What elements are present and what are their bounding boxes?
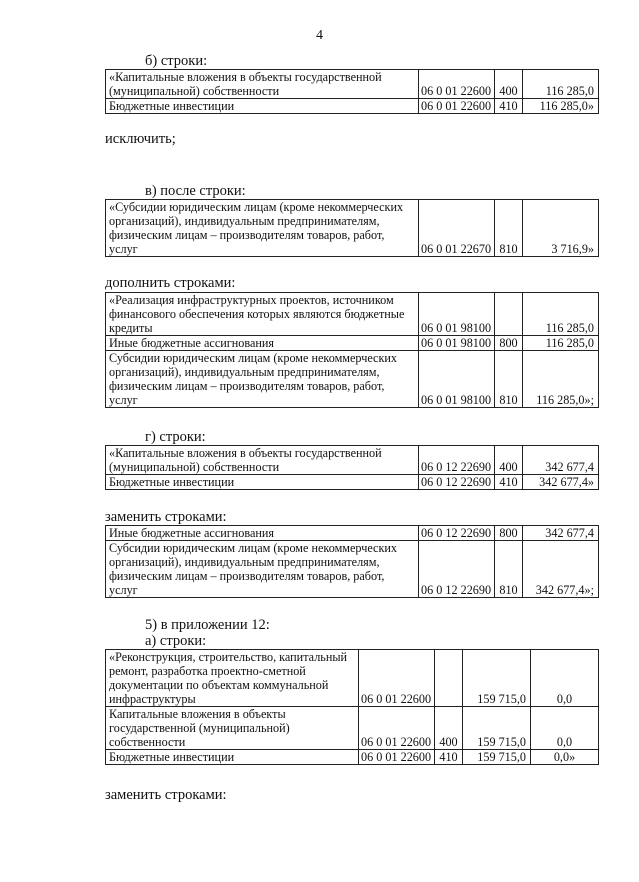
row-code: 06 0 01 22600: [419, 70, 495, 99]
table-row: [106, 446, 599, 475]
table-row: [106, 200, 599, 257]
row-amount-2: 0,0»: [531, 750, 599, 765]
table-row: [106, 750, 599, 765]
row-code: 06 0 12 22690: [419, 475, 495, 490]
row-vr: 810: [495, 541, 523, 598]
row-desc: «Капитальные вложения в объекты государственной (муниципальной) собственности: [106, 70, 419, 99]
page-number: 4: [316, 28, 323, 43]
row-vr: 410: [495, 99, 523, 114]
add-heading: дополнить строками:: [105, 275, 236, 291]
section-a-heading: а) строки:: [145, 633, 207, 649]
row-amount: 342 677,4: [523, 526, 599, 541]
row-amount: 116 285,0»: [523, 99, 599, 114]
row-vr: 800: [495, 336, 523, 351]
row-code: 06 0 01 22600: [419, 99, 495, 114]
table-row: [106, 650, 599, 707]
row-amount: 3 716,9»: [523, 200, 599, 257]
row-code: 06 0 01 22600: [359, 750, 435, 765]
table-row: [106, 336, 599, 351]
table-row: [106, 475, 599, 490]
row-desc: Иные бюджетные ассигнования: [106, 526, 419, 541]
table-row: [106, 70, 599, 99]
replace-heading: заменить строками:: [105, 509, 227, 525]
row-amount: 116 285,0: [523, 70, 599, 99]
section-a-table: [105, 649, 599, 765]
row-amount: 342 677,4»: [523, 475, 599, 490]
row-amount: 116 285,0: [523, 336, 599, 351]
row-vr: 410: [435, 750, 463, 765]
table-row: [106, 293, 599, 336]
section-v-heading: в) после строки:: [145, 183, 246, 199]
row-vr: [435, 650, 463, 707]
row-vr: 400: [435, 707, 463, 750]
row-vr: 800: [495, 526, 523, 541]
row-vr: [495, 293, 523, 336]
row-code: 06 0 01 98100: [419, 336, 495, 351]
table-row: [106, 351, 599, 408]
replace-table: [105, 525, 599, 598]
section-b-heading: б) строки:: [145, 53, 208, 69]
row-amount: 116 285,0»;: [523, 351, 599, 408]
row-vr: 810: [495, 200, 523, 257]
add-table: [105, 292, 599, 408]
row-vr: 810: [495, 351, 523, 408]
row-desc: Субсидии юридическим лицам (кроме некоммерческих организаций), индивидуальным предпринимателям, физическим лицам – производителям товаров, работ, услуг: [106, 541, 419, 598]
exclude-text: исключить;: [105, 131, 176, 147]
row-code: 06 0 01 22600: [359, 707, 435, 750]
table-row: [106, 707, 599, 750]
row-code: 06 0 01 98100: [419, 293, 495, 336]
table-row: [106, 99, 599, 114]
row-desc: Субсидии юридическим лицам (кроме некоммерческих организаций), индивидуальным предпринимателям, физическим лицам – производителям товаров, работ, услуг: [106, 351, 419, 408]
section-g-table: [105, 445, 599, 490]
row-code: 06 0 12 22690: [419, 446, 495, 475]
section-b-table: [105, 69, 599, 114]
row-code: 06 0 01 22600: [359, 650, 435, 707]
section-v-table: [105, 199, 599, 257]
row-code: 06 0 01 22670: [419, 200, 495, 257]
row-amount: 116 285,0: [523, 293, 599, 336]
table-row: [106, 541, 599, 598]
row-amount-1: 159 715,0: [463, 750, 531, 765]
final-action-text: заменить строками:: [105, 787, 227, 803]
row-desc: Иные бюджетные ассигнования: [106, 336, 419, 351]
row-desc: «Капитальные вложения в объекты государственной (муниципальной) собственности: [106, 446, 419, 475]
row-amount-1: 159 715,0: [463, 707, 531, 750]
section-g-heading: г) строки:: [145, 429, 206, 445]
table-row: [106, 526, 599, 541]
row-code: 06 0 01 98100: [419, 351, 495, 408]
row-desc: Бюджетные инвестиции: [106, 750, 359, 765]
row-amount: 342 677,4: [523, 446, 599, 475]
row-amount-2: 0,0: [531, 707, 599, 750]
row-desc: Капитальные вложения в объекты государственной (муниципальной) собственности: [106, 707, 359, 750]
row-code: 06 0 12 22690: [419, 526, 495, 541]
row-vr: 400: [495, 70, 523, 99]
row-amount-2: 0,0: [531, 650, 599, 707]
row-amount: 342 677,4»;: [523, 541, 599, 598]
point-5-heading: 5) в приложении 12:: [145, 617, 270, 633]
row-desc: Бюджетные инвестиции: [106, 475, 419, 490]
row-desc: Бюджетные инвестиции: [106, 99, 419, 114]
row-desc: «Реконструкция, строительство, капитальный ремонт, разработка проектно-сметной документации по объектам коммунальной инфраструктуры: [106, 650, 359, 707]
row-desc: «Реализация инфраструктурных проектов, источником финансового обеспечения которых являются бюджетные кредиты: [106, 293, 419, 336]
row-vr: 410: [495, 475, 523, 490]
row-amount-1: 159 715,0: [463, 650, 531, 707]
row-code: 06 0 12 22690: [419, 541, 495, 598]
row-desc: «Субсидии юридическим лицам (кроме некоммерческих организаций), индивидуальным предпринимателям, физическим лицам – производителям товаров, работ, услуг: [106, 200, 419, 257]
row-vr: 400: [495, 446, 523, 475]
